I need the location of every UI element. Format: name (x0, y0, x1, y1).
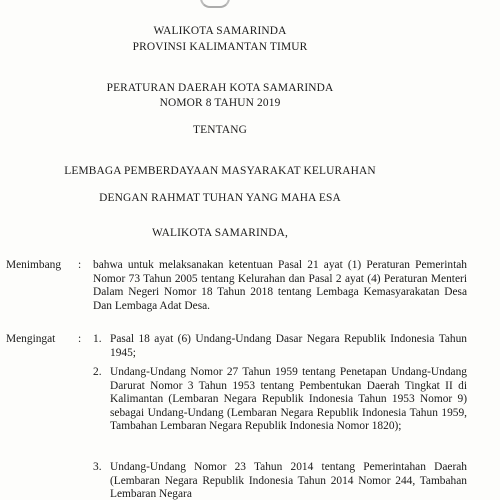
regulation-subject: LEMBAGA PEMBERDAYAAN MASYARAKAT KELURAHAN (64, 165, 376, 177)
menimbang-text: bahwa untuk melaksanakan ketentuan Pasal 21 ayat (1) Peraturan Pemerintah Nomor 73 Tahun 2005 tentang Kelurahan dan Pasal 2 ayat (4) Peraturan Menteri Dalam Negeri Nomor 18 Tahun 2018 tentang Lembaga Kemasyarakatan Desa Dan Lembaga Adat Desa. (93, 259, 467, 312)
about-heading: TENTANG (193, 124, 247, 136)
regulation-number: NOMOR 8 TAHUN 2019 (159, 97, 281, 109)
mengingat-item-text: Undang-Undang Nomor 23 Tahun 2014 tentang Pemerintahan Daerah (Lembaran Negara Republik Indonesia Tahun 2014 Nomor 244, Tambahan Lembaran Negara (110, 461, 467, 500)
coat-of-arms-fragment (200, 0, 230, 8)
mayor-line: WALIKOTA SAMARINDA, (151, 227, 289, 239)
regulation-title: PERATURAN DAERAH KOTA SAMARINDA (106, 82, 334, 94)
mengingat-item-number: 3. (93, 461, 102, 473)
mengingat-item-text: Undang-Undang Nomor 27 Tahun 1959 tentang Penetapan Undang-Undang Darurat Nomor 3 Tahun 1953 tentang Pembentukan Daerah Tingkat II di Kalimantan (Lembaran Negara Republik Indonesia Tahun 1953 Nomor 9) sebagai Undang-Undang (Lembaran Negara Republik Indonesia Tahun 1959, Tambahan Lembaran Negara Republik Indonesia Nomor 1820); (110, 366, 467, 433)
mengingat-colon: : (78, 333, 82, 345)
issuer-title: WALIKOTA SAMARINDA (153, 25, 287, 37)
blessing-line: DENGAN RAHMAT TUHAN YANG MAHA ESA (99, 192, 341, 204)
province-title: PROVINSI KALIMANTAN TIMUR (132, 41, 308, 53)
menimbang-label: Menimbang (6, 259, 62, 271)
mengingat-item-number: 2. (93, 366, 102, 378)
mengingat-label: Mengingat (6, 333, 56, 345)
mengingat-item-number: 1. (93, 333, 102, 345)
mengingat-item-text: Pasal 18 ayat (6) Undang-Undang Dasar Negara Republik Indonesia Tahun 1945; (110, 333, 467, 359)
menimbang-colon: : (78, 259, 82, 271)
